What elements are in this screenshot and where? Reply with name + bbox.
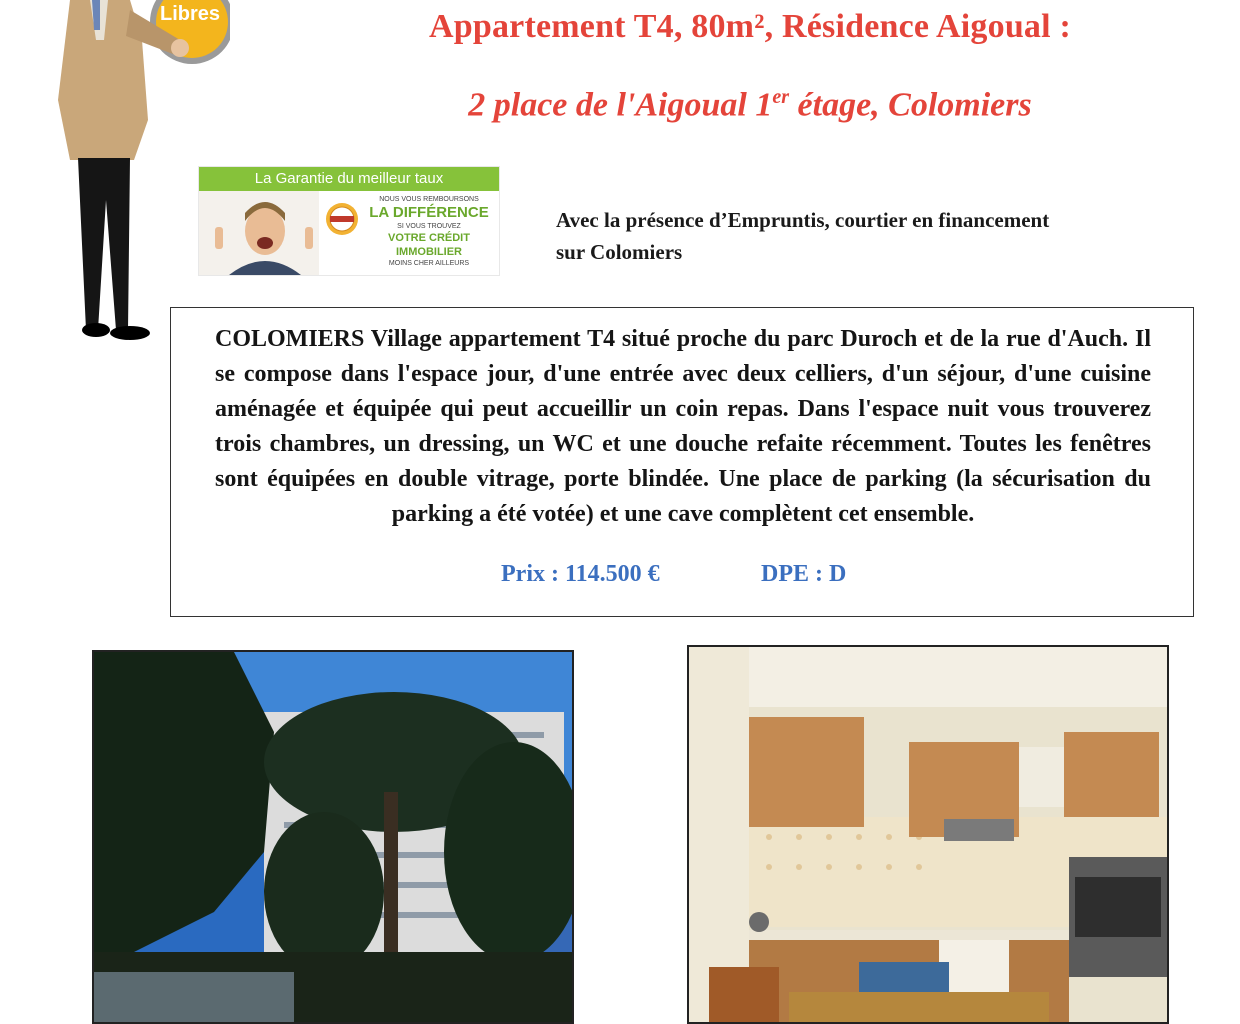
seal-icon xyxy=(324,201,360,237)
banner-text xyxy=(359,195,499,268)
listing-address xyxy=(300,86,1200,124)
guarantee-banner xyxy=(198,166,500,276)
dpe-label: DPE : D xyxy=(761,561,847,587)
kitchen-photo xyxy=(687,645,1169,1024)
exterior-photo xyxy=(92,650,574,1024)
broker-note xyxy=(556,204,1176,268)
address-superscript: er xyxy=(772,86,790,108)
banner-heading: La Garantie du meilleur taux xyxy=(199,167,499,191)
smiling-man-image xyxy=(199,191,319,275)
address-end: étage, Colomiers xyxy=(789,86,1032,124)
banner-line1: NOUS VOUS REMBOURSONS xyxy=(379,196,479,203)
banner-line4: VOTRE CRÉDIT IMMOBILIER xyxy=(388,232,470,258)
description-box xyxy=(170,307,1194,617)
banner-line2: LA DIFFÉRENCE xyxy=(369,204,489,221)
address-main: 2 place de l'Aigoual 1 xyxy=(468,86,773,124)
broker-note-line1: Avec la présence d’Empruntis, courtier en financement xyxy=(556,208,1050,232)
banner-line3: SI VOUS TROUVEZ xyxy=(397,223,461,230)
listing-title: Appartement T4, 80m², Résidence Aigoual : xyxy=(428,8,1071,45)
price-label: Prix : 114.500 € xyxy=(501,561,660,587)
badge-label: Libres xyxy=(159,3,221,25)
description-text: COLOMIERS Village appartement T4 situé proche du parc Duroch et de la rue d'Auch. Il se compose dans l'espace jour, d'une entrée avec deux celliers, d'un séjour, d'une cuisine aménagée et équipée qui peut accueillir un coin repas. Dans l'espace nuit vous trouverez trois chambres, un dressing, un WC et une douche refaite récemment. Toutes les fenêtres sont équipées en double vitrage, porte blindée. Une place de parking (la sécurisation du parking a été votée) et une cave complètent cet ensemble. xyxy=(215,326,1151,527)
banner-line5: MOINS CHER AILLEURS xyxy=(388,260,470,267)
broker-note-line2: sur Colomiers xyxy=(556,240,683,264)
